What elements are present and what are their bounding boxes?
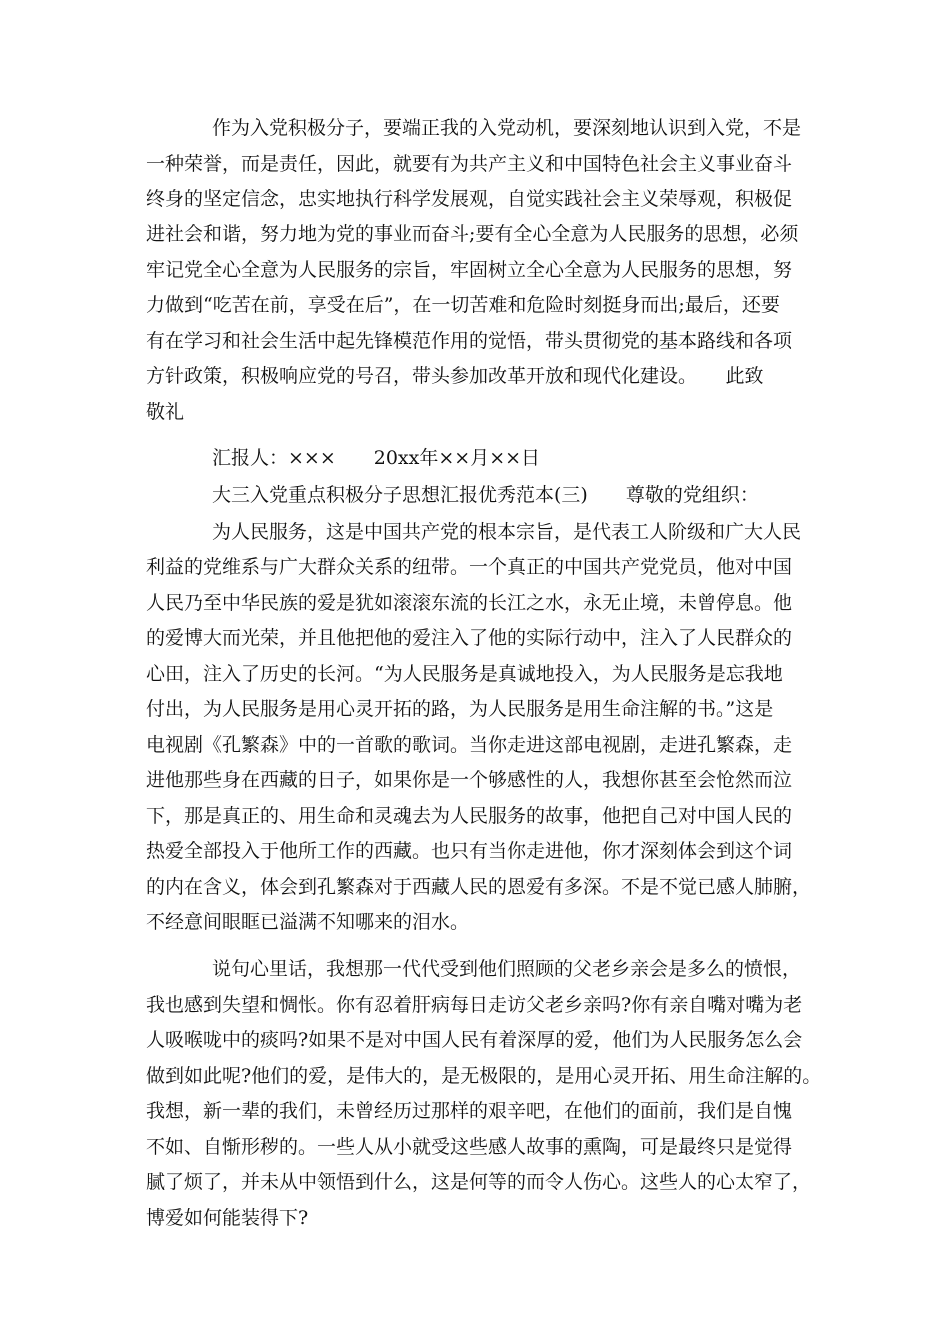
paragraph-line: 我也感到失望和惆怅。你有忍着肝病每日走访父老乡亲吗?你有亲自嘴对嘴为老 — [146, 994, 803, 1016]
report-heading: 大三入党重点积极分子思想汇报优秀范本(三) 尊敬的党组织： — [212, 484, 759, 506]
paragraph-line: 一种荣誉，而是责任，因此，就要有为共产主义和中国特色社会主义事业奋斗 — [146, 153, 793, 175]
paragraph-line: 我想，新一辈的我们，未曾经历过那样的艰辛吧，在他们的面前，我们是自愧 — [146, 1100, 793, 1122]
paragraph-line: 腻了烦了，并未从中领悟到什么，这是何等的而令人伤心。这些人的心太窄了， — [146, 1171, 812, 1193]
paragraph-line: 终身的坚定信念，忠实地执行科学发展观，自觉实践社会主义荣辱观，积极促 — [146, 188, 793, 210]
paragraph-line: 不如、自惭形秽的。一些人从小就受这些感人故事的熏陶，可是最终只是觉得 — [146, 1136, 793, 1158]
paragraph-line: 说句心里话，我想那一代代受到他们照顾的父老乡亲会是多么的愤恨， — [212, 958, 802, 980]
paragraph-line: 人吸喉咙中的痰吗?如果不是对中国人民有着深厚的爱，他们为人民服务怎么会 — [146, 1029, 803, 1051]
paragraph-line: 电视剧《孔繁森》中的一首歌的歌词。当你走进这部电视剧，走进孔繁森，走 — [146, 734, 793, 756]
paragraph-line: 方针政策，积极响应党的号召，带头参加改革开放和现代化建设。 此致 — [146, 365, 764, 387]
paragraph-line: 进他那些身在西藏的日子，如果你是一个够感性的人，我想你甚至会怆然而泣 — [146, 769, 793, 791]
paragraph-line: 博爱如何能装得下? — [146, 1207, 309, 1229]
paragraph-line: 利益的党维系与广大群众关系的纽带。一个真正的中国共产党党员，他对中国 — [146, 556, 793, 578]
paragraph-line: 力做到“吃苦在前，享受在后”，在一切苦难和危险时刻挺身而出;最后，还要 — [146, 294, 780, 316]
paragraph-line: 下，那是真正的、用生命和灵魂去为人民服务的故事，他把自己对中国人民的 — [146, 805, 793, 827]
paragraph-line: 人民乃至中华民族的爱是犹如滚滚东流的长江之水，永无止境，未曾停息。他 — [146, 592, 793, 614]
paragraph-line: 牢记党全心全意为人民服务的宗旨，牢固树立全心全意为人民服务的思想，努 — [146, 259, 793, 281]
paragraph-line: 作为入党积极分子，要端正我的入党动机，要深刻地认识到入党，不是 — [212, 117, 802, 139]
paragraph-line: 不经意间眼眶已溢满不知哪来的泪水。 — [146, 911, 470, 933]
paragraph-line: 付出，为人民服务是用心灵开拓的路，为人民服务是用生命注解的书。”这是 — [146, 698, 774, 720]
salute-text: 敬礼 — [146, 401, 185, 423]
paragraph-line: 的爱博大而光荣，并且他把他的爱注入了他的实际行动中，注入了人民群众的 — [146, 627, 793, 649]
paragraph-line: 进社会和谐，努力地为党的事业而奋斗;要有全心全意为人民服务的思想，必须 — [146, 223, 799, 245]
paragraph-line: 为人民服务，这是中国共产党的根本宗旨，是代表工人阶级和广大人民 — [212, 521, 802, 543]
paragraph-line: 热爱全部投入于他所工作的西藏。也只有当你走进他，你才深刻体会到这个词 — [146, 840, 793, 862]
paragraph-line: 的内在含义，体会到孔繁森对于西藏人民的恩爱有多深。不是不觉已感人肺腑， — [146, 876, 812, 898]
signature-line: 汇报人：××× 20xx年××月××日 — [212, 447, 541, 469]
paragraph-line: 心田，注入了历史的长河。“为人民服务是真诚地投入，为人民服务是忘我地 — [146, 663, 783, 685]
paragraph-line: 有在学习和社会生活中起先锋模范作用的觉悟，带头贯彻党的基本路线和各项 — [146, 330, 793, 352]
paragraph-line: 做到如此呢?他们的爱，是伟大的，是无极限的，是用心灵开拓、用生命注解的。 — [146, 1065, 822, 1087]
